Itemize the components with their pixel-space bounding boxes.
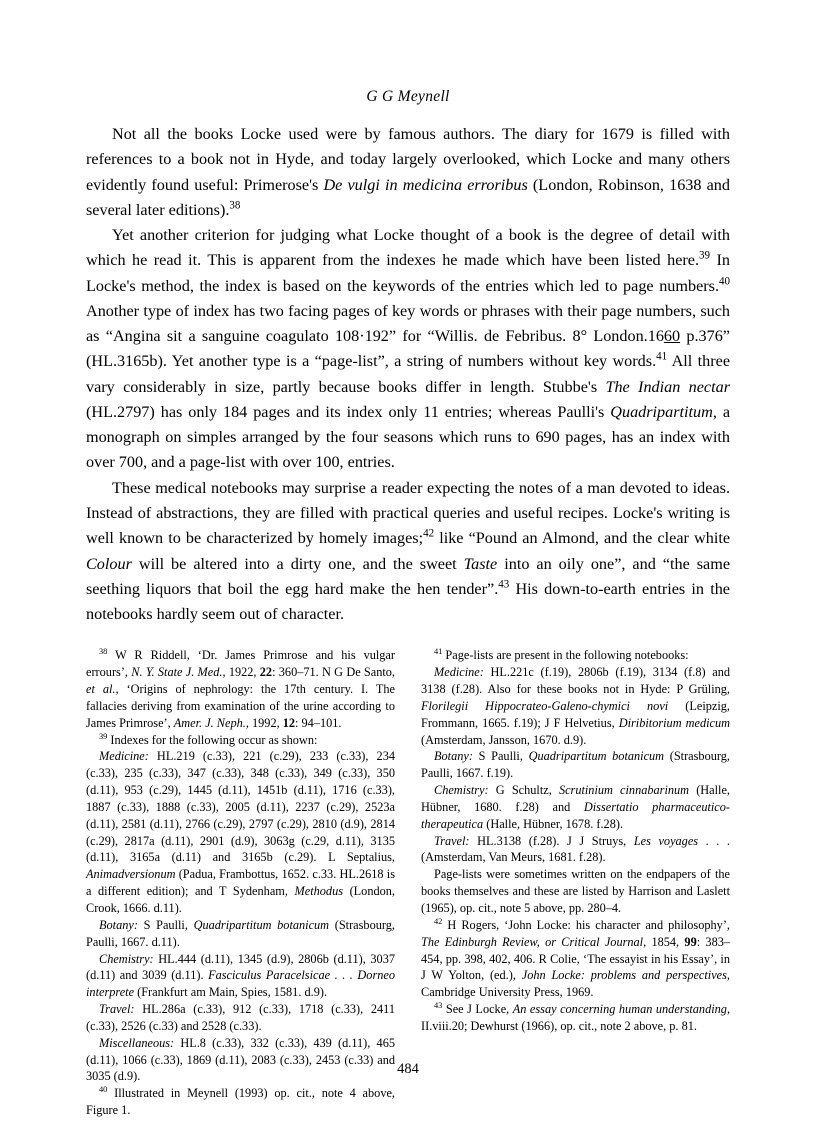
footnote-item: $^{40}$ Illustrated in Meynell (1993) op. cit., note 4 above, Figure 1.: [86, 1085, 395, 1118]
footnotes: [86, 647, 730, 1119]
footnote-item: Medicine: HL.221c (f.19), 2806b (f.19), 3134 (f.8) and 3138 (f.28). Also for these books not in Hyde: P Grüling, Florilegii Hippocrateo-Galeno-chymici novi (Leipzig, Frommann, 1665. f.19); J F Helvetius, Diribitorium medicum (Amsterdam, Jansson, 1670. d.9).: [421, 665, 731, 747]
footnotes-right-column: [421, 647, 730, 1119]
footnote-item: Chemistry: G Schultz, Scrutinium cinnabarinum (Halle, Hübner, 1680. f.28) and Dissertatio pharmaceutico-therapeutica (Halle, Hübner, 1678. f.28).: [421, 783, 730, 831]
footnote-item: $^{43}$ See J Locke, An essay concerning human understanding, II.viii.20; Dewhurst (1966), op. cit., note 2 above, p. 81.: [421, 1000, 731, 1033]
footnote-item: Travel: HL.3138 (f.28). J J Struys, Les voyages . . . (Amsterdam, Van Meurs, 1681. f.28).: [421, 833, 730, 865]
page-number: 484: [397, 1061, 419, 1077]
body-paragraph: Not all the books Locke used were by famous authors. The diary for 1679 is filled with references to a book not in Hyde, and today largely overlooked, which Locke and many others evidently found useful: Primerose's De vulgi in medicina erroribus (London, Robinson, 1638 and several later editions).$^{38}$: [86, 125, 730, 219]
footnote-item: $^{41}$ Page-lists are present in the following notebooks:: [434, 647, 689, 663]
footnote-item: Medicine: HL.219 (c.33), 221 (c.29), 233 (c.33), 234 (c.33), 235 (c.33), 347 (c.33), 348 (c.33), 349 (c.33), 350 (d.11), 953 (c.29), 1445 (d.11), 1451b (d.11), 1716 (c.33), 1887 (c.33), 1888 (c.33), 2005 (d.11), 2237 (c.29), 2523a (d.11), 2581 (d.11), 2766 (c.29), 2797 (c.29), 2810 (d.9), 2814 (c.29), 2817a (d.11), 2901 (d.9), 3063g (c.29, d.11), 3135 (d.11), 3165a (d.11) and 3165b (c.29). L Septalius, Animadversionum (Padua, Frambottus, 1652. c.33. HL.2618 is a different edition); and T Sydenham, Methodus (London, Crook, 1666. d.11).: [86, 749, 395, 915]
body-paragraph: Yet another criterion for judging what Locke thought of a book is the degree of detail with which he read it. This is apparent from the indexes he made which have been listed here.$^{39}$ In Locke's method, the index is based on the keywords of the entries which led to page numbers.$^{40}$ Another type of index has two facing pages of key words or phrases with their page numbers, such as “Angina sit a sanguine coagulato 108·192” for “Willis. de Febribus. 8° London.1660 p.376” (HL.3165b). Yet another type is a “page-list”, a string of numbers without key words.$^{41}$ All three vary considerably in size, partly because books differ in length. Stubbe's The Indian nectar (HL.2797) has only 184 pages and its index only 11 entries; whereas Paulli's Quadripartitum, a monograph on simples arranged by the four seasons which runs to 690 pages, has an index with over 700, and a page-list with over 100, entries.: [86, 226, 731, 472]
footnote-item: Travel: HL.286a (c.33), 912 (c.33), 1718 (c.33), 2411 (c.33), 2526 (c.33) and 2528 (c.33).: [86, 1002, 395, 1033]
footnote-item: Page-lists were sometimes written on the endpapers of the books themselves and these are listed by Harrison and Laslett (1965), op. cit., note 5 above, pp. 280–4.: [421, 867, 730, 915]
footnote-item: $^{39}$ Indexes for the following occur as shown:: [99, 731, 318, 747]
running-head: G G Meynell: [366, 88, 450, 105]
footnote-item: Chemistry: HL.444 (d.11), 1345 (d.9), 2806b (d.11), 3037 (d.11) and 3039 (d.11). Fasciculus Paracelsicae . . . Dorneo interprete (Frankfurt am Main, Spies, 1581. d.9).: [86, 951, 395, 1000]
body-paragraph: These medical notebooks may surprise a reader expecting the notes of a man devoted to ideas. Instead of abstractions, they are filled with practical queries and useful recipes. Locke's writing is well known to be characterized by homely images;$^{42}$ like “Pound an Almond, and the clear white Colour will be altered into a dirty one, and the sweet Taste into an oily one”, and “the same seething liquors that boil the egg hard make the hen tender”.$^{43}$ His down-to-earth entries in the notebooks hardly seem out of character.: [86, 478, 731, 624]
footnote-item: Miscellaneous: HL.8 (c.33), 332 (c.33), 439 (d.11), 465 (d.11), 1066 (c.33), 1869 (d.11), 2083 (c.33), 2453 (c.33) and 3035 (d.9).: [86, 1035, 395, 1084]
footnote-item: Botany: S Paulli, Quadripartitum botanicum (Strasbourg, Paulli, 1667. d.11).: [86, 917, 395, 949]
footnote-item: $^{42}$ H Rogers, ‘John Locke: his character and philosophy’, The Edinburgh Review, or Critical Journal, 1854, 99: 383–454, pp. 398, 402, 406. R Colie, ‘The essayist in his Essay’, in J W Yolton, (ed.), John Locke: problems and perspectives, Cambridge University Press, 1969.: [421, 916, 731, 1000]
footnote-item: Botany: S Paulli, Quadripartitum botanicum (Strasbourg, Paulli, 1667. f.19).: [421, 749, 730, 781]
body-text: [86, 122, 730, 627]
footnotes-left-column: [86, 647, 395, 1119]
footnote-item: $^{38}$ W R Riddell, ‘Dr. James Primrose and his vulgar errours’, N. Y. State J. Med., 1922, 22: 360–71. N G De Santo, et al., ‘Origins of nephrology: the 17th century. I. The fallacies deriving from examination of the urine according to James Primrose’, Amer. J. Neph., 1992, 12: 94–101.: [86, 647, 396, 730]
